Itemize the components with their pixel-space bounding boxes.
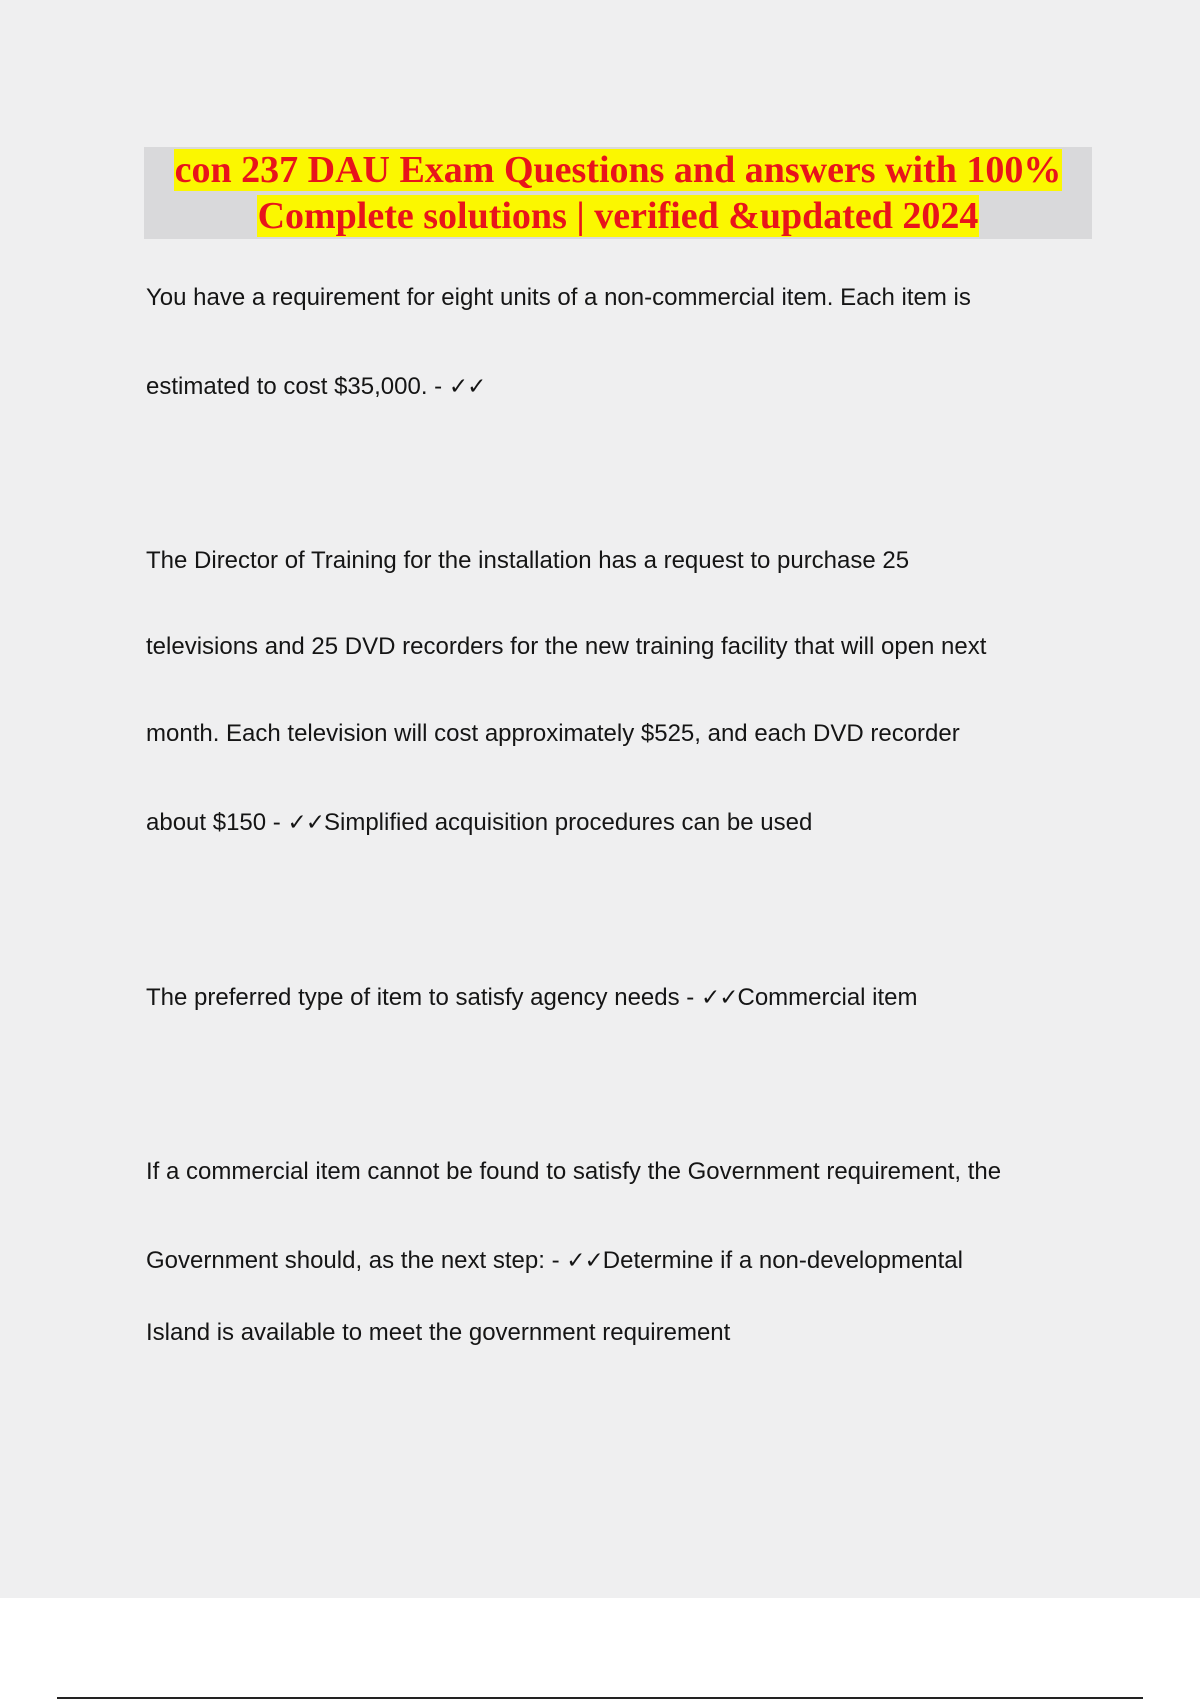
question-2-line-4 bbox=[146, 809, 812, 837]
question-1-line-1: You have a requirement for eight units of a non-commercial item. Each item is bbox=[146, 284, 971, 311]
question-1-line-2-text: estimated to cost $35,000. - bbox=[146, 373, 449, 400]
question-1-line-2 bbox=[146, 373, 485, 401]
title-line-1: con 237 DAU Exam Questions and answers with 100% bbox=[174, 149, 1062, 191]
question-3-text: The preferred type of item to satisfy agency needs - bbox=[146, 984, 701, 1011]
document-title bbox=[144, 147, 1092, 239]
answer-2: Simplified acquisition procedures can be used bbox=[324, 809, 813, 836]
question-4-line-2-text: Government should, as the next step: - bbox=[146, 1247, 567, 1274]
question-2-line-4-text: about $150 - bbox=[146, 809, 288, 836]
title-line-2: Complete solutions | verified &updated 2024 bbox=[257, 195, 979, 237]
question-2-line-1: The Director of Training for the installation has a request to purchase 25 bbox=[146, 547, 910, 574]
answer-4: Determine if a non-developmental bbox=[602, 1247, 963, 1274]
question-4-line-1: If a commercial item cannot be found to satisfy the Government requirement, the bbox=[146, 1158, 1002, 1185]
answer-4-continued: Island is available to meet the government requirement bbox=[146, 1319, 731, 1346]
double-check-icon: ✓✓ bbox=[287, 810, 324, 836]
double-check-icon: ✓✓ bbox=[700, 985, 738, 1011]
answer-3: Commercial item bbox=[737, 984, 918, 1011]
question-4-line-2 bbox=[146, 1247, 963, 1275]
double-check-icon: ✓✓ bbox=[566, 1248, 603, 1274]
double-check-icon: ✓✓ bbox=[448, 374, 486, 400]
footer-divider bbox=[57, 1697, 1143, 1699]
question-2-line-2: televisions and 25 DVD recorders for the new training facility that will open next bbox=[146, 633, 987, 660]
question-2-line-3: month. Each television will cost approximately $525, and each DVD recorder bbox=[146, 720, 960, 747]
question-3-line-1 bbox=[146, 984, 918, 1012]
